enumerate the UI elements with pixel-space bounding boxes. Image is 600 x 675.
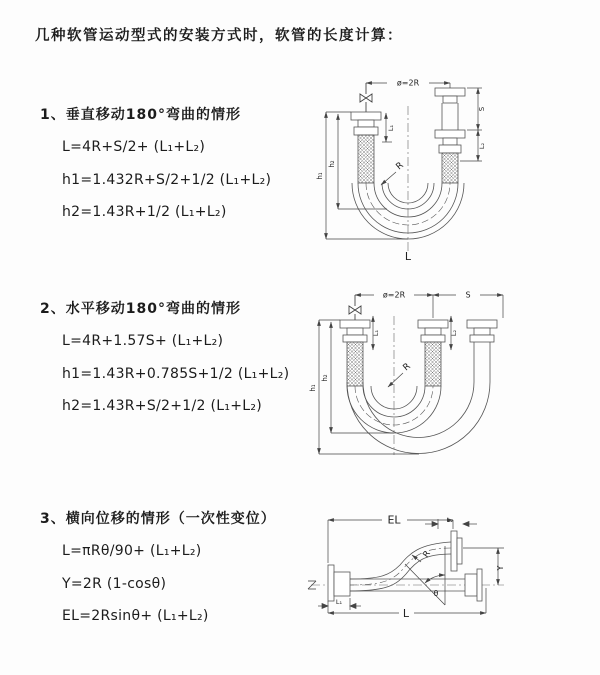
- dim-l1-label: L₁: [372, 329, 380, 337]
- dim-l1-label: L₁: [387, 124, 395, 132]
- dim-h2-label: h₂: [328, 160, 336, 168]
- formula-l: L=4R+S/2+ (L₁+L₂): [62, 139, 206, 155]
- pipe-right-displaced: [467, 320, 497, 382]
- dim-l-label: L: [402, 607, 410, 620]
- dim-l2-label: L₂: [450, 329, 458, 337]
- formula-el: EL=2Rsinθ+ (L₁+L₂): [62, 608, 209, 624]
- formula-l: L=4R+1.57S+ (L₁+L₂): [62, 333, 224, 349]
- angle-theta-label: θ: [433, 589, 439, 598]
- section-1: [40, 99, 271, 229]
- braid-section: [442, 153, 458, 183]
- radius-label: R: [421, 549, 433, 560]
- section-3: [40, 503, 276, 633]
- pipe-middle: [418, 320, 448, 386]
- diagram-vertical-180-bend: [308, 68, 600, 263]
- flange-upper-displaced: [451, 531, 462, 571]
- pipe-right: [435, 88, 465, 183]
- flange-left: [328, 565, 350, 601]
- formula-h2: h2=1.43R+1/2 (L₁+L₂): [62, 204, 227, 220]
- valve-icon: [360, 83, 372, 112]
- flange-right-original: [465, 569, 482, 601]
- section-2: [40, 293, 289, 423]
- diagram-lateral-displacement: [293, 498, 600, 648]
- braid-section: [425, 342, 441, 386]
- dim-h1-label: h₁: [309, 384, 317, 392]
- dim-y-label: Y: [496, 565, 505, 571]
- braid-section: [358, 135, 374, 183]
- dim-el-label: EL: [387, 513, 401, 527]
- dim-width-label: ø=2R: [396, 78, 420, 88]
- radius-label: R: [394, 160, 406, 173]
- section-2-heading: 2、水平移动180°弯曲的情形: [40, 301, 241, 317]
- dimensions: [318, 514, 505, 621]
- formula-y: Y=2R (1-cosθ): [62, 575, 167, 592]
- section-3-heading: 3、横向位移的情形（一次性变位）: [40, 511, 276, 527]
- dim-l2-label: L₂: [446, 516, 454, 524]
- valve-icon: [349, 295, 361, 320]
- braid-section: [347, 342, 363, 386]
- hose-u-curves: [347, 382, 490, 454]
- dim-stroke-label: S: [478, 106, 486, 112]
- dim-h2-label: h₂: [321, 374, 329, 382]
- page-title: 几种软管运动型式的安装方式时，软管的长度计算：: [35, 28, 403, 44]
- dim-width-label: ø=2R: [382, 290, 406, 300]
- dim-h1-label: h₁: [316, 172, 324, 180]
- dim-l2-label: L₂: [478, 142, 486, 150]
- formula-l: L=πRθ/90+ (L₁+L₂): [62, 543, 202, 559]
- dim-stroke-label: S: [465, 290, 471, 300]
- dim-l1-label: L₁: [335, 598, 343, 606]
- section-1-heading: 1、垂直移动180°弯曲的情形: [40, 107, 241, 123]
- hose-s-curve: [350, 542, 451, 591]
- formula-h2: h2=1.43R+S/2+1/2 (L₁+L₂): [62, 398, 263, 414]
- dimensions: [316, 79, 486, 264]
- radius-label: R: [401, 361, 413, 374]
- pipe-left: [351, 112, 381, 183]
- length-label: L: [404, 250, 412, 263]
- diagram-horizontal-180-bend: [303, 278, 600, 468]
- pipe-left: [340, 320, 370, 386]
- formula-h1: h1=1.432R+S/2+1/2 (L₁+L₂): [62, 171, 272, 188]
- formula-h1: h1=1.43R+0.785S+1/2 (L₁+L₂): [62, 365, 290, 382]
